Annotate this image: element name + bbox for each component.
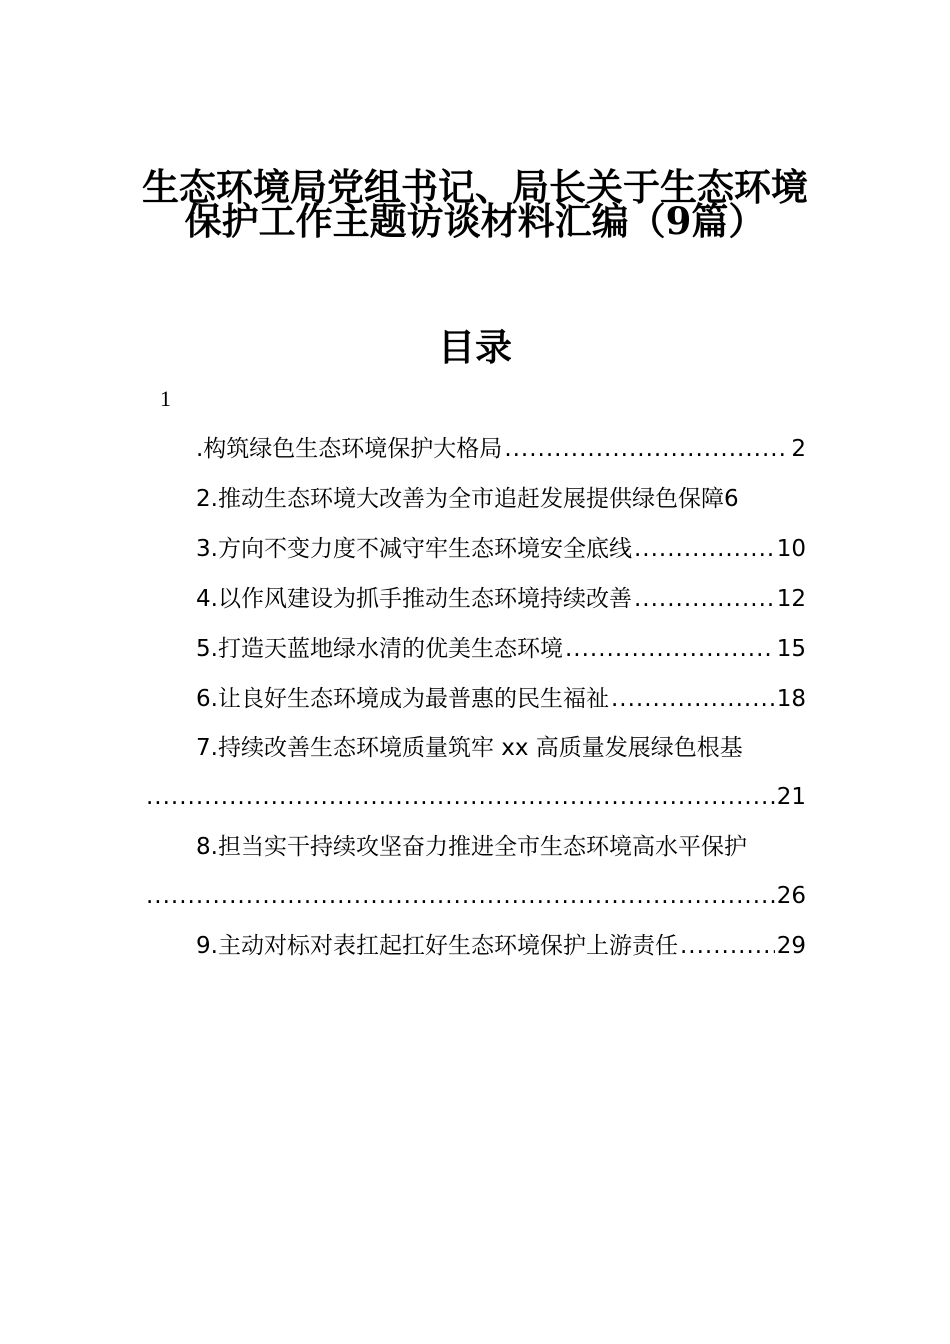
toc-entry-page: 18 — [776, 686, 806, 712]
toc-leader — [680, 930, 775, 962]
toc-entry-3[interactable] — [196, 533, 806, 565]
toc-entry-page: 21 — [776, 784, 806, 810]
toc-entry-page: 26 — [776, 883, 806, 909]
toc-entry-continuation — [146, 880, 806, 912]
toc-leader — [611, 683, 775, 715]
toc-leader — [565, 633, 775, 665]
toc-leader — [146, 781, 775, 813]
toc-entry-continuation — [146, 781, 806, 813]
toc-entry-page: 12 — [776, 586, 806, 612]
toc-entry-page: 10 — [776, 536, 806, 562]
toc-leader — [504, 433, 789, 465]
toc-entry-label: 5.打造天蓝地绿水清的优美生态环境 — [196, 636, 563, 662]
toc-entry-label: 6.让良好生态环境成为最普惠的民生福祉 — [196, 686, 609, 712]
toc-entry-label: 7.持续改善生态环境质量筑牢 xx 高质量发展绿色根基 — [196, 735, 743, 761]
toc-entry-6[interactable] — [196, 683, 806, 715]
toc-leader — [634, 533, 775, 565]
toc-entry-label: 8.担当实干持续攻坚奋力推进全市生态环境高水平保护 — [196, 834, 747, 860]
toc-entry-page: 6 — [723, 486, 739, 512]
toc-entry-1[interactable] — [196, 433, 806, 465]
toc-entry-page: 29 — [776, 933, 806, 959]
toc-entry-page: 15 — [776, 636, 806, 662]
toc-entry-label: 3.方向不变力度不减守牢生态环境安全底线 — [196, 536, 632, 562]
toc-entry-5[interactable] — [196, 633, 806, 665]
toc-entry-label: 4.以作风建设为抓手推动生态环境持续改善 — [196, 586, 632, 612]
toc-leader — [146, 880, 775, 912]
toc-entry-label: .构筑绿色生态环境保护大格局 — [196, 436, 503, 462]
toc-heading: 目录 — [438, 325, 512, 369]
title-line-1: 生态环境局党组书记、局长关于生态环境 — [142, 165, 808, 209]
toc-entry-2[interactable] — [196, 483, 806, 515]
toc-entry-9[interactable] — [196, 930, 806, 962]
toc-entry-4[interactable] — [196, 583, 806, 615]
list-marker: 1 — [160, 386, 171, 411]
toc-entry-label: 2.推动生态环境大改善为全市追赶发展提供绿色保障 — [196, 486, 724, 512]
title-line-2: 保护工作主题访谈材料汇编（9篇） — [184, 199, 766, 243]
toc-leader — [634, 583, 775, 615]
toc-entry-label: 9.主动对标对表扛起扛好生态环境保护上游责任 — [196, 933, 678, 959]
toc-entry-page: 2 — [791, 436, 806, 462]
